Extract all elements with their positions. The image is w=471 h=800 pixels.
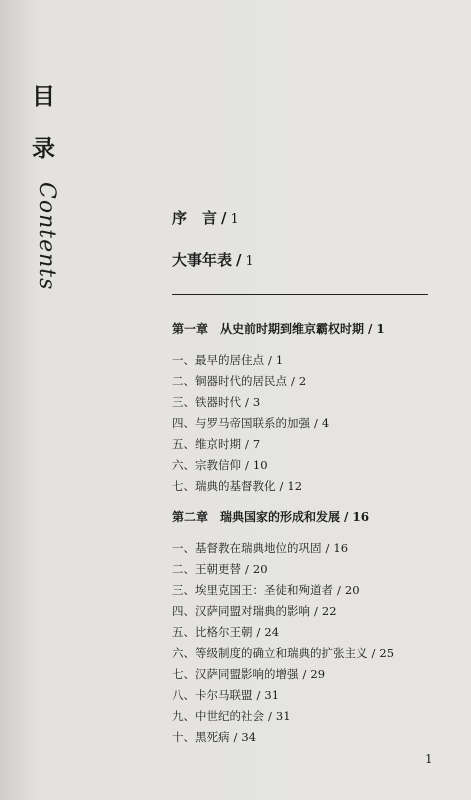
item-label: 二、铜器时代的居民点 <box>172 374 287 388</box>
toc-preface[interactable]: 序 言 / 1 <box>172 209 239 227</box>
divider-rule <box>172 294 428 295</box>
item-page: 34 <box>241 730 257 744</box>
item-page: 25 <box>379 646 395 660</box>
toc-item[interactable]: 一、基督教在瑞典地位的巩固 / 16 <box>172 541 349 555</box>
item-label: 六、宗教信仰 <box>172 458 241 472</box>
item-label: 七、瑞典的基督教化 <box>172 479 276 493</box>
toc-item[interactable]: 六、等级制度的确立和瑞典的扩张主义 / 25 <box>172 646 395 660</box>
item-label: 三、铁器时代 <box>172 395 241 409</box>
toc-item[interactable]: 三、铁器时代 / 3 <box>172 395 261 409</box>
item-page: 31 <box>275 709 291 723</box>
preface-page: 1 <box>230 212 239 227</box>
item-page: 7 <box>252 437 261 451</box>
preface-label: 序 言 <box>172 209 218 227</box>
chapter-title: 第一章 从史前时期到维京霸权时期 <box>172 322 365 336</box>
title-char-lu: 录 <box>32 135 55 162</box>
toc-chapter[interactable]: 第二章 瑞典国家的形成和发展 / 16 <box>172 510 370 524</box>
toc-item[interactable]: 六、宗教信仰 / 10 <box>172 458 268 472</box>
item-page: 20 <box>252 562 268 576</box>
item-label: 七、汉萨同盟影响的增强 <box>172 667 299 681</box>
chapter-title: 第二章 瑞典国家的形成和发展 <box>172 510 341 524</box>
item-page: 20 <box>344 583 360 597</box>
item-label: 三、埃里克国王：圣徒和殉道者 <box>172 583 333 597</box>
toc-item[interactable]: 八、卡尔马联盟 / 31 <box>172 688 280 702</box>
toc-item[interactable]: 四、汉萨同盟对瑞典的影响 / 22 <box>172 604 337 618</box>
page-number: 1 <box>425 752 433 766</box>
item-page: 3 <box>252 395 261 409</box>
chronology-page: 1 <box>245 254 254 269</box>
item-label: 十、黑死病 <box>172 730 230 744</box>
item-page: 31 <box>264 688 280 702</box>
toc-item[interactable]: 五、比格尔王朝 / 24 <box>172 625 280 639</box>
item-page: 24 <box>264 625 280 639</box>
item-label: 八、卡尔马联盟 <box>172 688 253 702</box>
item-page: 4 <box>321 416 330 430</box>
item-label: 六、等级制度的确立和瑞典的扩张主义 <box>172 646 368 660</box>
toc-item[interactable]: 一、最早的居住点 / 1 <box>172 353 284 367</box>
toc-item[interactable]: 五、维京时期 / 7 <box>172 437 261 451</box>
toc-item[interactable]: 三、埃里克国王：圣徒和殉道者 / 20 <box>172 583 360 597</box>
item-page: 1 <box>275 353 284 367</box>
toc-item[interactable]: 二、铜器时代的居民点 / 2 <box>172 374 307 388</box>
toc-item[interactable]: 九、中世纪的社会 / 31 <box>172 709 291 723</box>
item-page: 29 <box>310 667 326 681</box>
toc-item[interactable]: 二、王朝更替 / 20 <box>172 562 268 576</box>
item-label: 二、王朝更替 <box>172 562 241 576</box>
chapter-page: 16 <box>352 510 370 524</box>
item-page: 12 <box>287 479 303 493</box>
item-page: 22 <box>321 604 337 618</box>
toc-chronology[interactable]: 大事年表 / 1 <box>172 251 254 269</box>
item-label: 一、最早的居住点 <box>172 353 264 367</box>
item-page: 10 <box>252 458 268 472</box>
item-page: 2 <box>298 374 307 388</box>
title-english: Contents <box>34 182 59 291</box>
item-label: 四、与罗马帝国联系的加强 <box>172 416 310 430</box>
toc-chapter[interactable]: 第一章 从史前时期到维京霸权时期 / 1 <box>172 322 385 336</box>
toc-item[interactable]: 七、汉萨同盟影响的增强 / 29 <box>172 667 326 681</box>
item-page: 16 <box>333 541 349 555</box>
chronology-label: 大事年表 <box>172 251 233 269</box>
contents-side-title <box>32 82 62 291</box>
toc-item[interactable]: 四、与罗马帝国联系的加强 / 4 <box>172 416 330 430</box>
item-label: 一、基督教在瑞典地位的巩固 <box>172 541 322 555</box>
item-label: 五、维京时期 <box>172 437 241 451</box>
toc-item[interactable]: 七、瑞典的基督教化 / 12 <box>172 479 303 493</box>
chapter-page: 1 <box>376 322 385 336</box>
item-label: 五、比格尔王朝 <box>172 625 253 639</box>
item-label: 四、汉萨同盟对瑞典的影响 <box>172 604 310 618</box>
item-label: 九、中世纪的社会 <box>172 709 264 723</box>
title-char-mu: 目 <box>32 83 55 110</box>
toc-item[interactable]: 十、黑死病 / 34 <box>172 730 257 744</box>
